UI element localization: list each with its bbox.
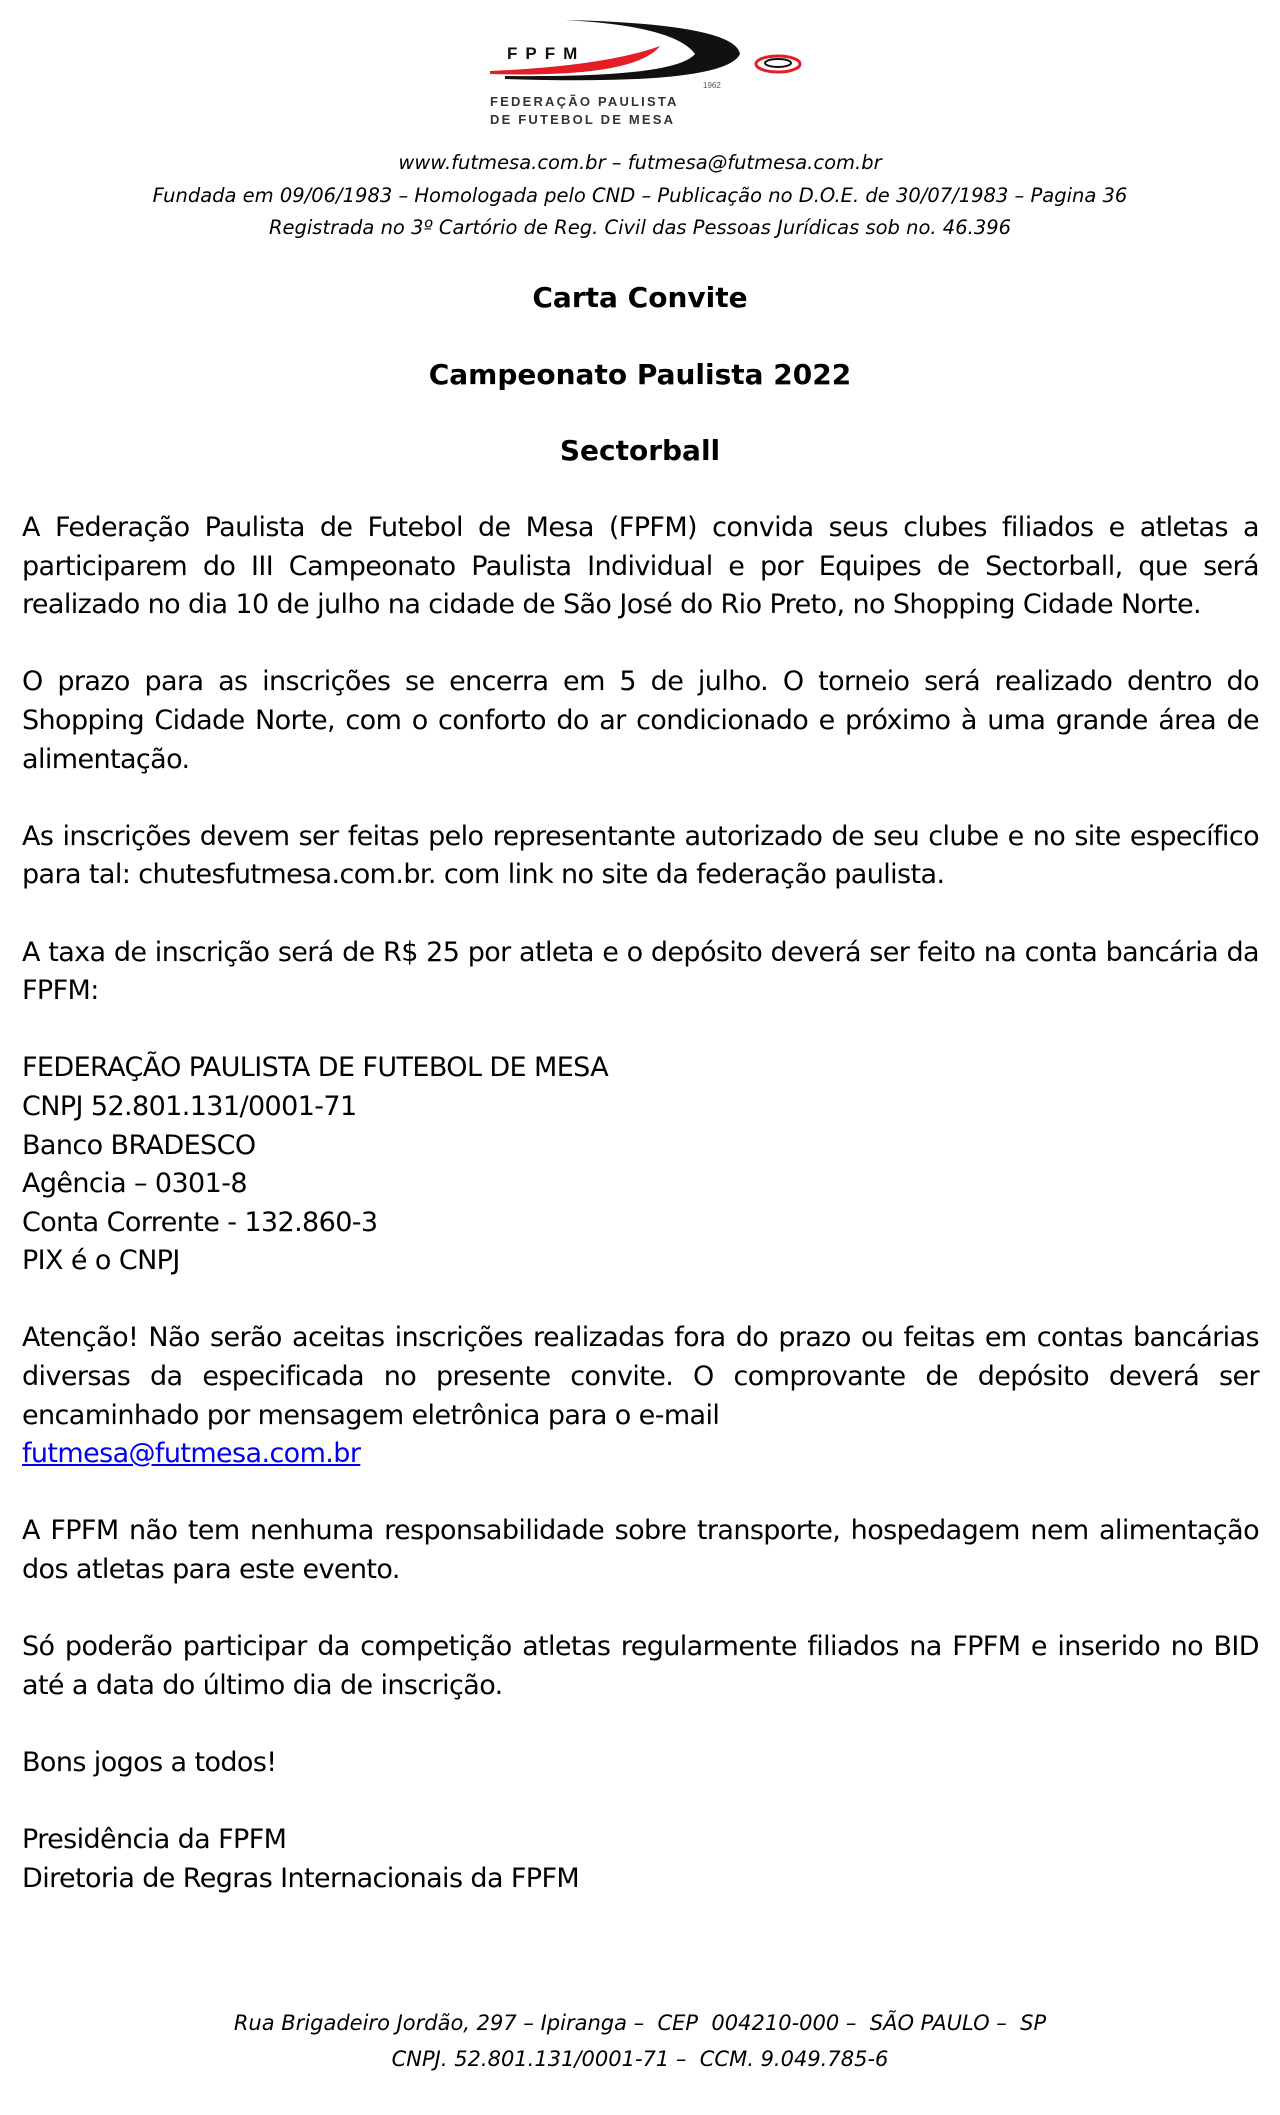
svg-text:FEDERAÇÃO PAULISTA: FEDERAÇÃO PAULISTA — [490, 94, 679, 109]
header-contact: www.futmesa.com.br – futmesa@futmesa.com.br — [398, 151, 882, 174]
logo-year: 1962 — [703, 81, 721, 90]
email-link[interactable]: futmesa@futmesa.com.br — [22, 1438, 361, 1470]
bank-agency: Agência – 0301-8 — [22, 1168, 247, 1200]
svg-text:FPFM: FPFM — [507, 44, 586, 63]
signature — [22, 1821, 1259, 1898]
header-registration: Registrada no 3º Cartório de Reg. Civil das Pessoas Jurídicas sob no. 46.396 — [268, 216, 1012, 239]
bank-details — [22, 1049, 1259, 1281]
modality-title: Sectorball — [559, 434, 721, 467]
bank-account: Conta Corrente - 132.860-3 — [22, 1206, 378, 1238]
signature-presidency: Presidência da FPFM — [22, 1824, 287, 1856]
paragraph-invitation: A Federação Paulista de Futebol de Mesa (FPFM) convida seus clubes filiados e atletas a participarem do III Campeonato Paulista Individual e por Equipes de Sectorball, que será realizado no dia 10 de julho na cidade de São José do Rio Preto, no Shopping Cidade Norte. — [22, 512, 1259, 621]
paragraph-registration: As inscrições devem ser feitas pelo representante autorizado de seu clube e no site específico para tal: chutesfutmesa.com.br. com link no site da federação paulista. — [22, 820, 1259, 891]
bank-cnpj: CNPJ 52.801.131/0001-71 — [22, 1090, 357, 1122]
signature-directorate: Diretoria de Regras Internacionais da FPFM — [22, 1862, 580, 1894]
paragraph-eligibility: Só poderão participar da competição atletas regularmente filiados na FPFM e inserido no BID até a data do último dia de inscrição. — [22, 1631, 1259, 1701]
footer — [0, 2005, 1280, 2097]
bank-account-name: FEDERAÇÃO PAULISTA DE FUTEBOL DE MESA — [22, 1052, 609, 1084]
bank-name: Banco BRADESCO — [22, 1129, 256, 1161]
attention-text: Atenção! Não serão aceitas inscrições realizadas fora do prazo ou feitas em contas bancárias diversas da especificada no presente convite. O comprovante de depósito deverá ser encaminhado por mensagem eletrônica para o e-mail — [22, 1322, 1259, 1431]
paragraph-responsibility: A FPFM não tem nenhuma responsabilidade sobre transporte, hospedagem nem alimentação dos atletas para este evento. — [22, 1515, 1259, 1586]
paragraph-attention — [22, 1319, 1259, 1473]
paragraph-fee: A taxa de inscrição será de R$ 25 por atleta e o depósito deverá ser feito na conta bancária da FPFM: — [22, 936, 1259, 1007]
bank-pix: PIX é o CNPJ — [22, 1245, 180, 1277]
header-founding: Fundada em 09/06/1983 – Homologada pelo CND – Publicação no D.O.E. de 30/07/1983 – Pagina 36 — [152, 183, 1128, 207]
fpfm-logo — [485, 16, 805, 128]
championship-title: Campeonato Paulista 2022 — [428, 358, 852, 391]
letterhead — [0, 147, 1280, 245]
paragraph-closing: Bons jogos a todos! — [22, 1747, 277, 1778]
footer-address: Rua Brigadeiro Jordão, 297 – Ipiranga – CEP 004210-000 – SÃO PAULO – SP — [233, 2011, 1047, 2036]
paragraph-deadline: O prazo para as inscrições se encerra em 5 de julho. O torneio será realizado dentro do Shopping Cidade Norte, com o conforto do ar condicionado e próximo à uma grande área de alimentação. — [22, 666, 1259, 775]
footer-registration: CNPJ. 52.801.131/0001-71 – CCM. 9.049.785-6 — [391, 2047, 889, 2072]
letter-body — [22, 509, 1259, 2097]
svg-text:DE FUTEBOL DE MESA: DE FUTEBOL DE MESA — [490, 112, 676, 127]
document-title: Carta Convite — [532, 281, 748, 314]
